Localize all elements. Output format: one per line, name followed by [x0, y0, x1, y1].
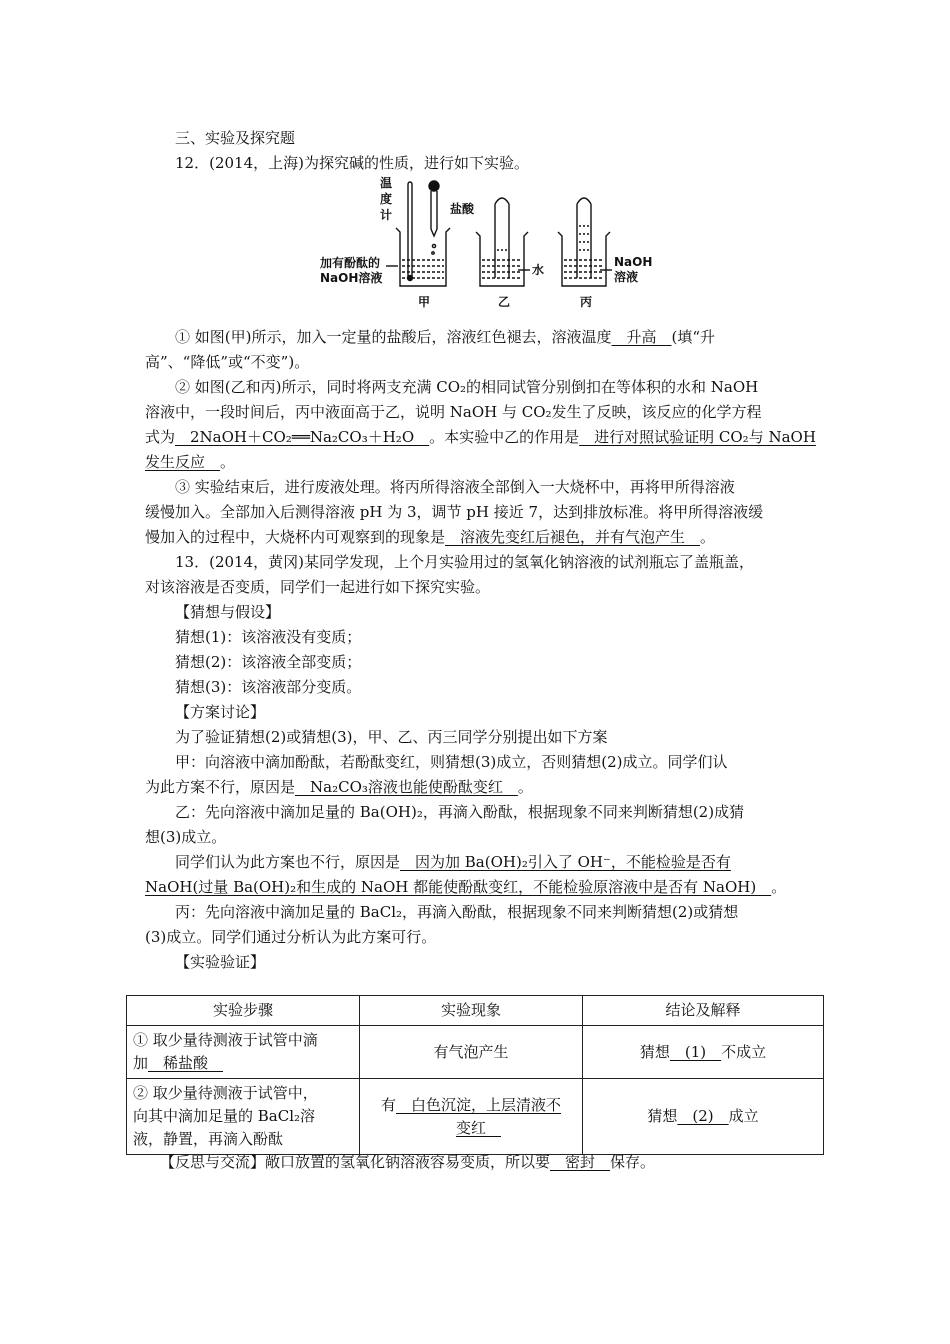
table-cell: ② 取少量待测液于试管中， 向其中滴加足量的 BaCl₂溶 液，静置，再滴入酚酞 [127, 1079, 360, 1155]
beaker-jia [396, 228, 450, 286]
plan-jia-line1: 甲：向溶液中滴加酚酞，若酚酞变红，则猜想(3)成立，否则猜想(2)成立。同学们认 [175, 753, 728, 771]
plan-yi-line3: 同学们认为此方案也不行，原因是 因为加 Ba(OH)₂引入了 OH⁻，不能检验是否有 [175, 853, 731, 871]
table-header-row [127, 996, 824, 1026]
heading-discussion: 【方案讨论】 [175, 703, 266, 721]
q12-p2-line2: 溶液中，一段时间后，丙中液面高于乙，说明 NaOH 与 CO₂发生了反映，该反应的化学方程 [145, 403, 762, 421]
guess-3: 猜想(3)：该溶液部分变质。 [175, 678, 362, 696]
answer-blank: (1) [669, 1042, 722, 1061]
dropper-bulb [429, 181, 439, 191]
table-header: 实验步骤 [127, 996, 360, 1026]
answer-blank: Na₂CO₃溶液也能使酚酞变红 [295, 778, 518, 796]
plan-yi-line1: 乙：先向溶液中滴加足量的 Ba(OH)₂，再滴入酚酞，根据现象不同来判断猜想(2)成猜 [175, 803, 745, 821]
table-header: 实验现象 [360, 996, 583, 1026]
table-cell: 猜想 (2) 成立 [583, 1079, 824, 1155]
q12-p1-line1: ① 如图(甲)所示，加入一定量的盐酸后，溶液红色褪去，溶液温度 升高 (填“升 [175, 328, 716, 346]
answer-blank: (2) [677, 1107, 729, 1125]
guess-1: 猜想(1)：该溶液没有变质； [175, 628, 362, 646]
table-cell: 猜想 (1) 不成立 [583, 1026, 824, 1079]
thermometer-label-3: 计 [380, 208, 393, 222]
beaker1-label-1: 加有酚酞的 [320, 256, 381, 270]
table-header: 结论及解释 [583, 996, 824, 1026]
water-label: 水 [532, 263, 545, 277]
heading-verification: 【实验验证】 [175, 953, 266, 971]
q13-line1: 13．(2014，黄冈)某同学发现，上个月实验用过的氢氧化钠溶液的试剂瓶忘了盖瓶盖， [175, 553, 754, 571]
table-row [127, 1079, 824, 1155]
plan-yi-line2: 想(3)成立。 [145, 828, 227, 846]
thermometer [408, 182, 412, 278]
caption-bing: 丙 [580, 295, 593, 309]
plan-jia-line2: 为此方案不行，原因是 Na₂CO₃溶液也能使酚酞变红 。 [145, 778, 533, 796]
plan-bing-line1: 丙：先向溶液中滴加足量的 BaCl₂，再滴入酚酞，根据现象不同来判断猜想(2)或猜想 [175, 903, 739, 921]
acid-label: 盐酸 [450, 202, 475, 216]
experiment-figure [318, 174, 658, 314]
q12-p3-line1: ③ 实验结束后，进行废液处理。将丙所得溶液全部倒入一大烧杯中，再将甲所得溶液 [175, 478, 735, 496]
table-cell: 有气泡产生 [360, 1026, 583, 1079]
answer-blank: 稀盐酸 [148, 1054, 224, 1072]
q12-p3-line3: 慢加入的过程中，大烧杯内可观察到的现象是 溶液先变红后褪色，并有气泡产生 。 [145, 528, 716, 546]
dropper [431, 191, 437, 236]
q12-p1-line2: 高”、“降低”或“不变”)。 [145, 353, 310, 371]
table-cell: 有 白色沉淀，上层清液不 变红 [360, 1079, 583, 1155]
plan-yi-line4: NaOH(过量 Ba(OH)₂和生成的 NaOH 都能使酚酞变红，不能检验原溶液中是否有 NaOH) 。 [145, 878, 787, 896]
answer-blank: 密封 [550, 1153, 611, 1171]
caption-yi: 乙 [498, 295, 511, 309]
table-cell: ① 取少量待测液于试管中滴 加 稀盐酸 [127, 1026, 360, 1079]
answer-blank: 因为加 Ba(OH)₂引入了 OH⁻，不能检验是否有 [400, 853, 731, 871]
discussion-intro: 为了验证猜想(2)或猜想(3)，甲、乙、丙三同学分别提出如下方案 [175, 728, 608, 746]
answer-blank: 溶液先变红后褪色，并有气泡产生 [445, 528, 701, 546]
q12-p2-line3: 式为 2NaOH＋CO₂══Na₂CO₃＋H₂O 。本实验中乙的作用是 进行对照试验证明 CO₂与 NaOH [145, 428, 816, 446]
table-row [127, 1026, 824, 1079]
answer-blank: 进行对照试验证明 CO₂与 NaOH [579, 428, 816, 446]
beaker3-label-1: NaOH [614, 255, 653, 269]
answer-blank: 白色沉淀，上层清液不 [396, 1095, 562, 1114]
answer-blank: 变红 [455, 1118, 501, 1137]
plan-bing-line2: (3)成立。同学们通过分析认为此方案可行。 [145, 928, 437, 946]
reflection-line: 【反思与交流】敞口放置的氢氧化钠溶液容易变质，所以要 密封 保存。 [160, 1153, 656, 1171]
verification-table [126, 995, 824, 1155]
q12-p3-line2: 缓慢加入。全部加入后测得溶液 pH 为 3，调节 pH 接近 7，达到排放标准。将甲所得溶液缓 [145, 503, 764, 521]
answer-blank: NaOH(过量 Ba(OH)₂和生成的 NaOH 都能使酚酞变红，不能检验原溶液中是否有 NaOH) [145, 878, 772, 896]
beaker1-label-2: NaOH溶液 [320, 271, 383, 285]
answer-blank: 升高 [611, 328, 672, 346]
q12-p2-line4: 发生反应 。 [145, 453, 236, 471]
thermometer-label-1: 温 [380, 176, 393, 190]
question-12-header: 12．(2014，上海)为探究碱的性质，进行如下实验。 [175, 154, 529, 172]
heading-hypothesis: 【猜想与假设】 [175, 603, 281, 621]
guess-2: 猜想(2)：该溶液全部变质； [175, 653, 362, 671]
q12-p2-line1: ② 如图(乙和丙)所示，同时将两支充满 CO₂的相同试管分别倒扣在等体积的水和 NaOH [175, 378, 759, 396]
answer-blank: 发生反应 [145, 453, 221, 471]
section-title: 三、实验及探究题 [175, 129, 296, 147]
answer-blank: 2NaOH＋CO₂══Na₂CO₃＋H₂O [175, 428, 430, 446]
thermometer-label-2: 度 [380, 192, 393, 206]
caption-jia: 甲 [418, 295, 431, 309]
q13-line2: 对该溶液是否变质，同学们一起进行如下探究实验。 [145, 578, 491, 596]
beaker3-label-2: 溶液 [614, 270, 639, 284]
